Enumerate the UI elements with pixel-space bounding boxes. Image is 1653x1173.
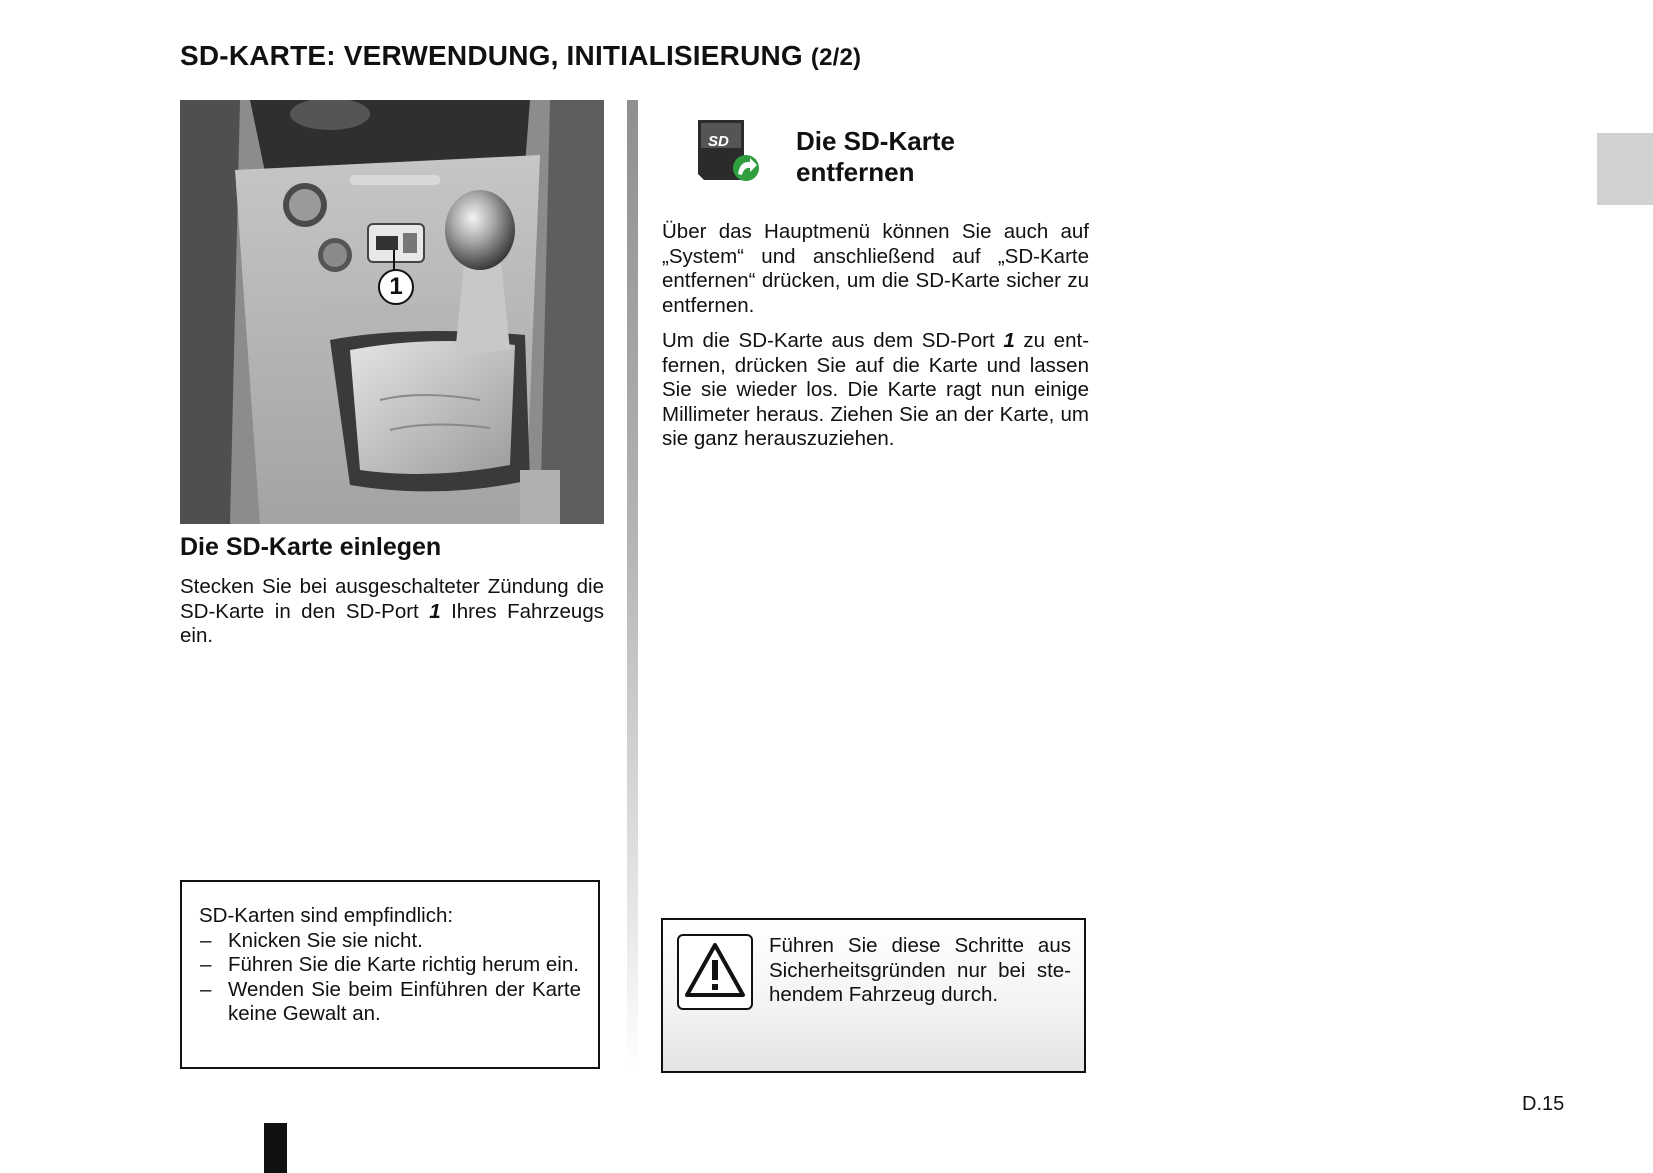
insert-text-before: Stecken Sie bei ausgeschalteter Zündung die SD-Karte in den SD-Port xyxy=(180,575,604,623)
remove-paragraph-2 xyxy=(662,329,1089,452)
note-list xyxy=(199,929,581,1027)
page-number: D.15 xyxy=(1522,1093,1565,1115)
remove-text-after: zu entfernen, drücken Sie auf die Karte und lassen Sie sie wieder los. Die Karte ragt nun einige Millimeter heraus. Ziehen Sie an der Karte, um sie ganz herauszuziehen. xyxy=(662,329,1090,450)
sd-port-photo xyxy=(180,100,604,524)
insert-port-ref: 1 xyxy=(429,599,441,623)
remove-port-ref: 1 xyxy=(1003,329,1015,352)
insert-text-after: Ihres Fahrzeugs ein. xyxy=(180,599,604,647)
column-divider xyxy=(627,100,638,1070)
page-title xyxy=(180,40,861,72)
note-intro: SD-Karten sind empfindlich: xyxy=(199,904,454,927)
sd-card-remove-icon xyxy=(690,118,762,190)
note-item: – Führen Sie die Karte richtig herum ein. xyxy=(199,953,581,978)
insert-text xyxy=(180,575,604,649)
svg-text:SD: SD xyxy=(708,133,729,150)
page-title-suffix: (2/2) xyxy=(810,44,862,71)
warning-triangle-icon xyxy=(677,934,753,1010)
note-item: – Wenden Sie beim Einführen der Karte keine Gewalt an. xyxy=(199,978,581,1027)
note-item: – Knicken Sie sie nicht. xyxy=(199,929,581,954)
page-title-text: SD-KARTE: VERWENDUNG, INITIALISIERUNG xyxy=(180,40,803,71)
insert-heading: Die SD-Karte einlegen xyxy=(180,533,442,561)
port-callout-label: 1 xyxy=(378,269,414,305)
note-box xyxy=(180,880,600,1069)
remove-heading xyxy=(796,126,955,188)
warning-box xyxy=(661,918,1086,1073)
print-mark xyxy=(264,1123,287,1173)
remove-heading-line2: entfernen xyxy=(796,157,915,187)
remove-paragraph-1: Über das Hauptmenü können Sie auch auf „System“ und anschließend auf „SD-Karte entfernen“ drücken, um die SD-Karte sicher zu entfernen. xyxy=(662,220,1089,317)
warning-text: Führen Sie diese Schritte aus Sicherheitsgründen nur bei stehendem Fahrzeug durch. xyxy=(769,934,1071,1006)
remove-text-before: Um die SD-Karte aus dem SD-Port xyxy=(662,329,1004,352)
console-illustration xyxy=(180,100,604,524)
remove-heading-line1: Die SD-Karte xyxy=(796,126,955,156)
chapter-tab xyxy=(1597,133,1653,205)
